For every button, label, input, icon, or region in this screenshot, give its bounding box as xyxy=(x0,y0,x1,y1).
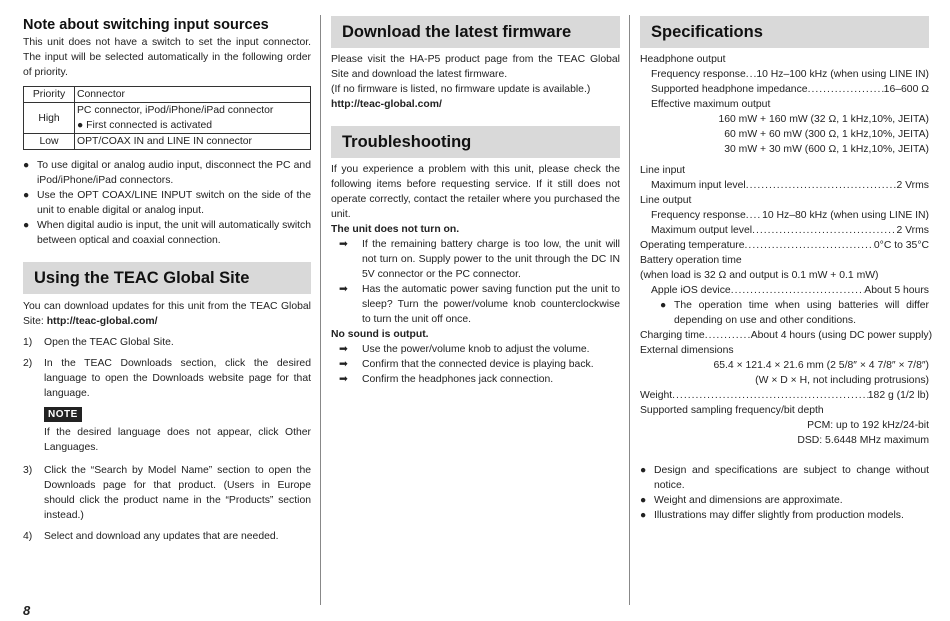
specifications-heading: Specifications xyxy=(640,16,929,48)
spec-row: Charging time ..... About 4 hours (using DC power supply) xyxy=(640,328,929,343)
spec-value: 30 mW + 30 mW (600 Ω, 1 kHz,10%, JEITA) xyxy=(724,144,929,155)
spec-row: Apple iOS device ..... About 5 hours xyxy=(640,283,929,298)
priority-table xyxy=(23,86,311,150)
spec-external-dimensions: External dimensions xyxy=(640,345,734,356)
spec-value: DSD: 5.6448 MHz maximum xyxy=(797,435,929,446)
priority-low: Low xyxy=(24,134,75,150)
input-sources-intro: This unit does not have a switch to set the input connector. The input will be selected automatically in the following order of priority. xyxy=(23,37,311,78)
table-row xyxy=(24,134,311,150)
bullet-icon: ● xyxy=(640,510,647,521)
connector-high-line2: ● First connected is activated xyxy=(77,120,213,131)
spec-line-input: Line input xyxy=(640,165,686,176)
spec-line-output: Line output xyxy=(640,195,692,206)
list-item: ● To use digital or analog audio input, disconnect the PC and iPod/iPhone/iPad connectors. xyxy=(23,160,311,186)
bullet-icon: ● xyxy=(23,160,30,171)
spec-battery-condition: (when load is 32 Ω and output is 0.1 mW + 0.1 mW) xyxy=(640,270,879,281)
column-1 xyxy=(23,16,311,550)
bullet-icon: ● xyxy=(23,220,30,231)
global-site-intro: You can download updates for this unit from the TEAC Global Site: http://teac-global.com/ xyxy=(23,301,311,327)
step-item: 4) Select and download any updates that are needed. xyxy=(23,531,279,542)
spec-battery-time: Battery operation time xyxy=(640,255,742,266)
spec-row: Maximum output level ..... 2 Vrms xyxy=(640,223,929,238)
connector-high xyxy=(75,103,311,134)
step-item: 3) Click the “Search by Model Name” section to open the Downloads page for that product. (Users in Europe should click the product name in the “Products” section instead.) xyxy=(23,465,311,521)
troubleshooting-intro: If you experience a problem with this unit, please check the following items before requesting service. If it still does not operate correctly, contact the retailer where you purchased the unit. xyxy=(331,164,620,220)
list-item: ➡ Use the power/volume knob to adjust the volume. xyxy=(339,344,590,355)
spec-value: 60 mW + 60 mW (300 Ω, 1 kHz,10%, JEITA) xyxy=(724,129,929,140)
column-2 xyxy=(331,16,620,387)
column-3 xyxy=(640,16,933,523)
troubleshooting-heading: Troubleshooting xyxy=(331,126,620,158)
input-sources-heading: Note about switching input sources xyxy=(23,17,269,33)
step-item: 1) Open the TEAC Global Site. xyxy=(23,337,174,348)
firmware-heading: Download the latest firmware xyxy=(331,16,620,48)
spec-headphone-output: Headphone output xyxy=(640,54,726,65)
spec-row: Weight ..... 182 g (1/2 lb) xyxy=(640,388,929,403)
note-badge: NOTE xyxy=(44,407,82,422)
table-header-row xyxy=(24,87,311,103)
spec-value: PCM: up to 192 kHz/24-bit xyxy=(807,420,929,431)
global-site-heading: Using the TEAC Global Site xyxy=(23,262,311,294)
bullet-icon: ● xyxy=(23,190,30,201)
column-divider-2 xyxy=(629,15,630,605)
list-item: ● Illustrations may differ slightly from production models. xyxy=(640,510,904,521)
list-item: ● Weight and dimensions are approximate. xyxy=(640,495,843,506)
spec-row: Frequency response ..... 10 Hz–80 kHz (when using LINE IN) xyxy=(640,208,929,223)
list-item: ➡ If the remaining battery charge is too low, the unit will not turn on. Supply power to the unit through the DC IN 5V connector or the PC connector. xyxy=(339,239,620,280)
spec-effective-output: Effective maximum output xyxy=(651,99,771,110)
list-item: ➡ Has the automatic power saving function put the unit to sleep? Turn the power/volume knob counterclockwise to turn the unit off once. xyxy=(339,284,620,325)
arrow-right-icon: ➡ xyxy=(339,239,348,250)
connector-low: OPT/COAX IN and LINE IN connector xyxy=(75,134,311,150)
column-divider-1 xyxy=(320,15,321,605)
list-item: ➡ Confirm that the connected device is playing back. xyxy=(339,359,594,370)
list-item: ● The operation time when using batteries will differ depending on use and other conditions. xyxy=(660,300,929,326)
page-number: 8 xyxy=(23,603,31,618)
spec-value: 160 mW + 160 mW (32 Ω, 1 kHz,10%, JEITA) xyxy=(718,114,929,125)
list-item: ● Design and specifications are subject to change without notice. xyxy=(640,465,929,491)
arrow-right-icon: ➡ xyxy=(339,359,348,370)
arrow-right-icon: ➡ xyxy=(339,284,348,295)
spec-row: Frequency response ..... 10 Hz–100 kHz (when using LINE IN) xyxy=(640,67,929,82)
spec-row: Maximum input level ..... 2 Vrms xyxy=(640,178,929,193)
list-item: ➡ Confirm the headphones jack connection. xyxy=(339,374,554,385)
spec-value: 65.4 × 121.4 × 21.6 mm (2 5/8″ × 4 7/8″ × 7/8″) xyxy=(713,360,929,371)
arrow-right-icon: ➡ xyxy=(339,344,348,355)
step-item: 2) In the TEAC Downloads section, click the desired language to open the Downloads website page for that language. xyxy=(23,358,311,399)
firmware-note: (If no firmware is listed, no firmware update is available.) xyxy=(331,84,591,95)
firmware-text: Please visit the HA-P5 product page from the TEAC Global Site and download the latest firmware. xyxy=(331,54,620,80)
spec-value: (W × D × H, not including protrusions) xyxy=(755,375,929,386)
global-site-url: http://teac-global.com/ xyxy=(46,316,158,327)
bullet-icon: ● xyxy=(640,495,647,506)
header-priority: Priority xyxy=(24,87,75,103)
priority-high: High xyxy=(24,103,75,134)
bullet-icon: ● xyxy=(640,465,647,476)
firmware-url: http://teac-global.com/ xyxy=(331,99,442,110)
spec-row: Supported headphone impedance ..... 16–600 Ω xyxy=(640,82,929,97)
note-block xyxy=(23,407,311,455)
problem-no-sound: No sound is output. xyxy=(331,329,429,340)
list-item: ● When digital audio is input, the unit will automatically switch between optical and coaxial connection. xyxy=(23,220,311,246)
note-text: If the desired language does not appear, click Other Languages. xyxy=(44,427,311,453)
spec-sampling: Supported sampling frequency/bit depth xyxy=(640,405,824,416)
table-row xyxy=(24,103,311,134)
arrow-right-icon: ➡ xyxy=(339,374,348,385)
connector-high-line1: PC connector, iPod/iPhone/iPad connector xyxy=(77,105,274,116)
bullet-icon: ● xyxy=(660,300,667,311)
spec-row: Operating temperature ..... 0°C to 35°C xyxy=(640,238,929,253)
list-item: ● Use the OPT COAX/LINE INPUT switch on the side of the unit to enable digital or analog input. xyxy=(23,190,311,216)
problem-no-power: The unit does not turn on. xyxy=(331,224,460,235)
header-connector: Connector xyxy=(75,87,311,103)
